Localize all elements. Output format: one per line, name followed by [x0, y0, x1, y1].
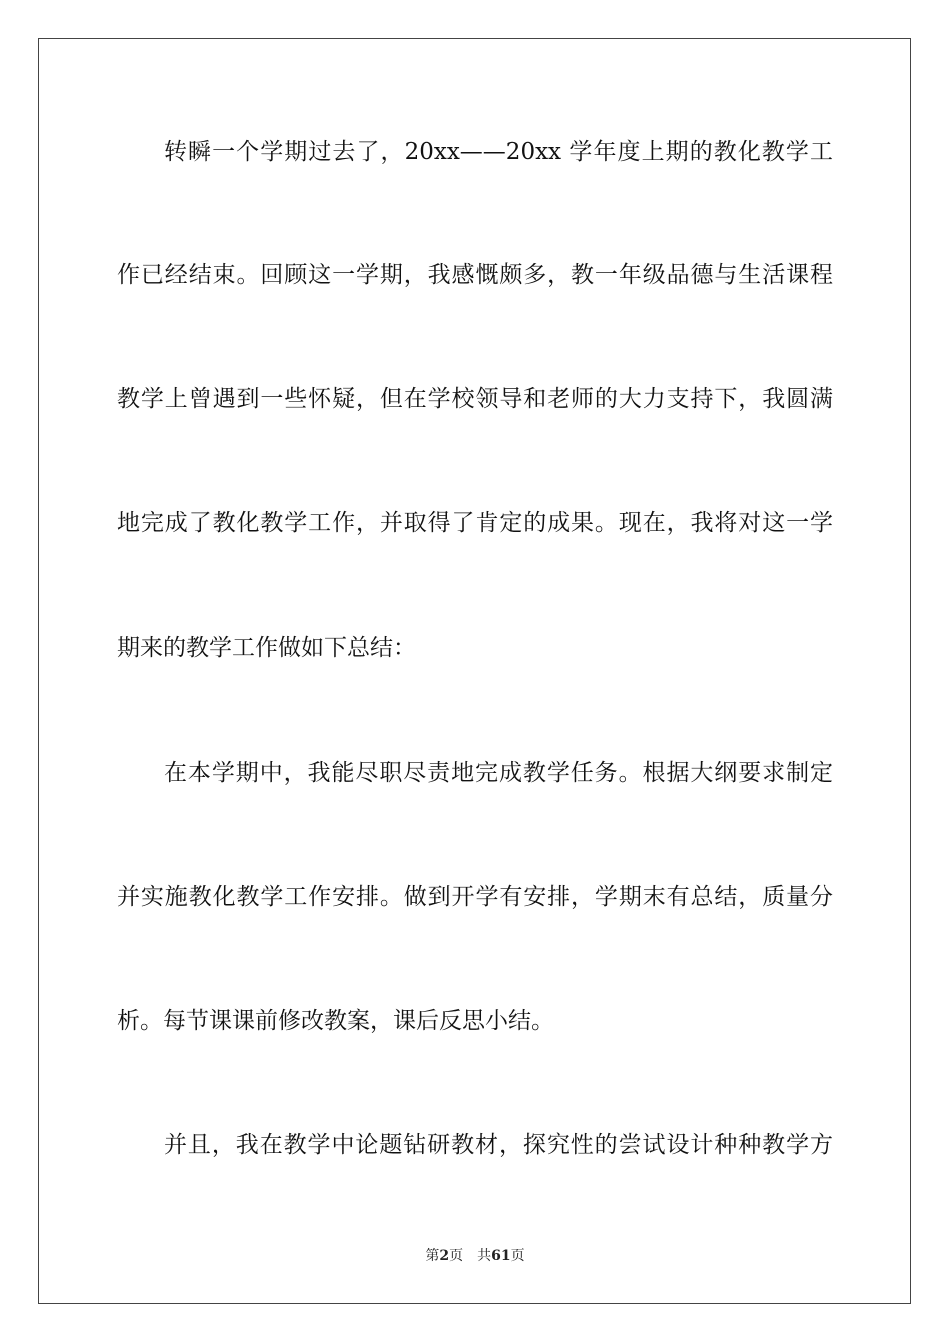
page-border [38, 38, 911, 1304]
paragraph-1-line-2: 作已经结束。回顾这一学期，我感慨颇多，教一年级品德与生活课程 [117, 262, 833, 288]
footer-page-prefix: 第 [425, 1248, 440, 1264]
paragraph-1-line-4: 地完成了教化教学工作，并取得了肯定的成果。现在，我将对这一学 [117, 510, 833, 536]
footer-total-suffix: 页 [510, 1248, 525, 1264]
paragraph-1-line-1: 转瞬一个学期过去了，20xx——20xx 学年度上期的教化教学工 [164, 139, 833, 165]
footer-total-prefix: 共 [477, 1248, 492, 1264]
paragraph-1-line-5: 期来的教学工作做如下总结： [117, 635, 416, 661]
paragraph-2-line-1: 在本学期中，我能尽职尽责地完成教学任务。根据大纲要求制定 [164, 760, 833, 786]
paragraph-2-line-3: 析。每节课课前修改教案，课后反思小结。 [117, 1008, 554, 1034]
page-footer [0, 1246, 950, 1266]
footer-page-number: 2 [439, 1248, 450, 1264]
paragraph-2-line-2: 并实施教化教学工作安排。做到开学有安排，学期末有总结，质量分 [117, 884, 833, 910]
paragraph-3-line-1: 并且，我在教学中论题钻研教材，探究性的尝试设计种种教学方 [164, 1132, 833, 1158]
footer-total-pages: 61 [491, 1248, 511, 1264]
footer-page-suffix: 页 [449, 1248, 464, 1264]
paragraph-1-line-3: 教学上曾遇到一些怀疑，但在学校领导和老师的大力支持下，我圆满 [117, 386, 833, 412]
